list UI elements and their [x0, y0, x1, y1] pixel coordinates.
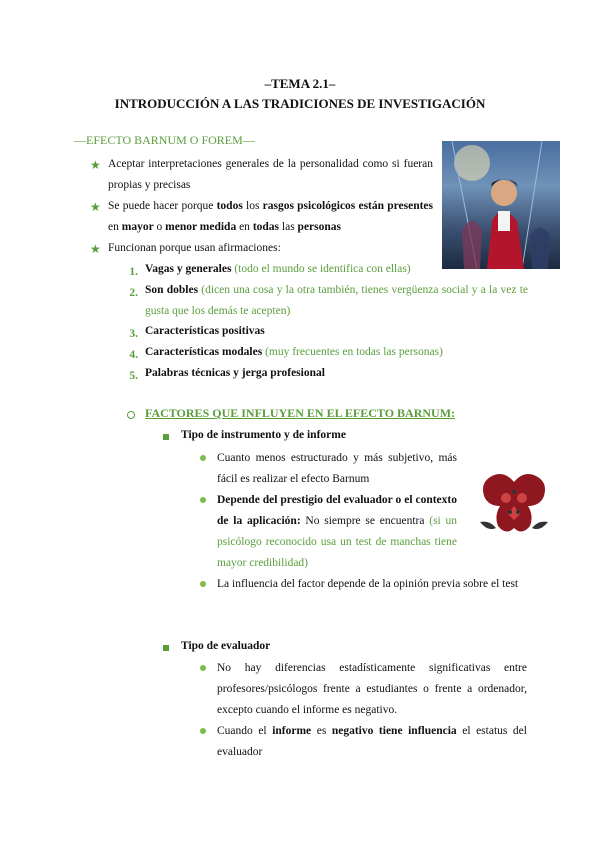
factor-instrumento-title: Tipo de instrumento y de informe: [181, 429, 346, 441]
showman-image: [442, 141, 560, 269]
list-number: 3.: [129, 328, 138, 340]
star-bullet-icon: ★: [90, 158, 101, 172]
dot-bullet-icon: [200, 497, 206, 503]
list-item: Palabras técnicas y jerga profesional: [145, 367, 325, 379]
list-item: Características modales (muy frecuentes en todas las personas): [145, 346, 443, 358]
factor-evaluador-title: Tipo de evaluador: [181, 640, 271, 652]
factor-instrumento-p2: Depende del prestigio del evaluador o el contexto de la aplicación: No siempre se encuentra (si un psicólogo reconocido usa un test de manchas tiene mayor credibilidad): [217, 494, 458, 569]
list-item: Características positivas: [145, 325, 265, 337]
dot-bullet-icon: [200, 581, 206, 587]
inkblot-image: [470, 462, 558, 550]
square-bullet-icon: [163, 434, 169, 440]
list-item: Vagas y generales (todo el mundo se identifica con ellas): [145, 263, 411, 275]
star-bullet-icon: ★: [90, 242, 101, 256]
list-number: 2.: [129, 287, 138, 299]
list-number: 1.: [129, 266, 138, 278]
list-item: Son dobles (dicen una cosa y la otra también, tienes vergüenza social y a la vez te gusta que los demás te acepten): [145, 284, 529, 317]
factor-evaluador-p2: Cuando el informe es negativo tiene influencia el estatus del evaluador: [217, 725, 527, 758]
factores-heading: FACTORES QUE INFLUYEN EN EL EFECTO BARNUM:: [145, 406, 456, 420]
bullet-aceptar: Aceptar interpretaciones generales de la personalidad como si fueran propias y precisas: [108, 158, 433, 191]
star-bullet-icon: ★: [90, 200, 101, 214]
dot-bullet-icon: [200, 665, 206, 671]
page-title: INTRODUCCIÓN A LAS TRADICIONES DE INVESTIGACIÓN: [114, 96, 486, 111]
circle-bullet-icon: [127, 411, 135, 419]
list-number: 5.: [129, 370, 138, 382]
square-bullet-icon: [163, 645, 169, 651]
factor-instrumento-p1: Cuanto menos estructurado y más subjetivo, más fácil es realizar el efecto Barnum: [217, 452, 457, 485]
factor-instrumento-p3: La influencia del factor depende de la opinión previa sobre el test: [217, 578, 519, 590]
dot-bullet-icon: [200, 728, 206, 734]
tema-label: –TEMA 2.1–: [264, 76, 336, 91]
bullet-funcionan: Funcionan porque usan afirmaciones:: [108, 242, 281, 254]
factor-evaluador-p1: No hay diferencias estadísticamente significativas entre profesores/psicólogos frente a estudiantes o frente a ordenador, excepto cuando el informe es negativo.: [217, 662, 527, 716]
dot-bullet-icon: [200, 455, 206, 461]
section-heading: —EFECTO BARNUM O FOREM—: [74, 133, 255, 147]
bullet-se-puede: Se puede hacer porque todos los rasgos psicológicos están presentes en mayor o menor medida en todas las personas: [108, 200, 434, 233]
list-number: 4.: [129, 349, 138, 361]
